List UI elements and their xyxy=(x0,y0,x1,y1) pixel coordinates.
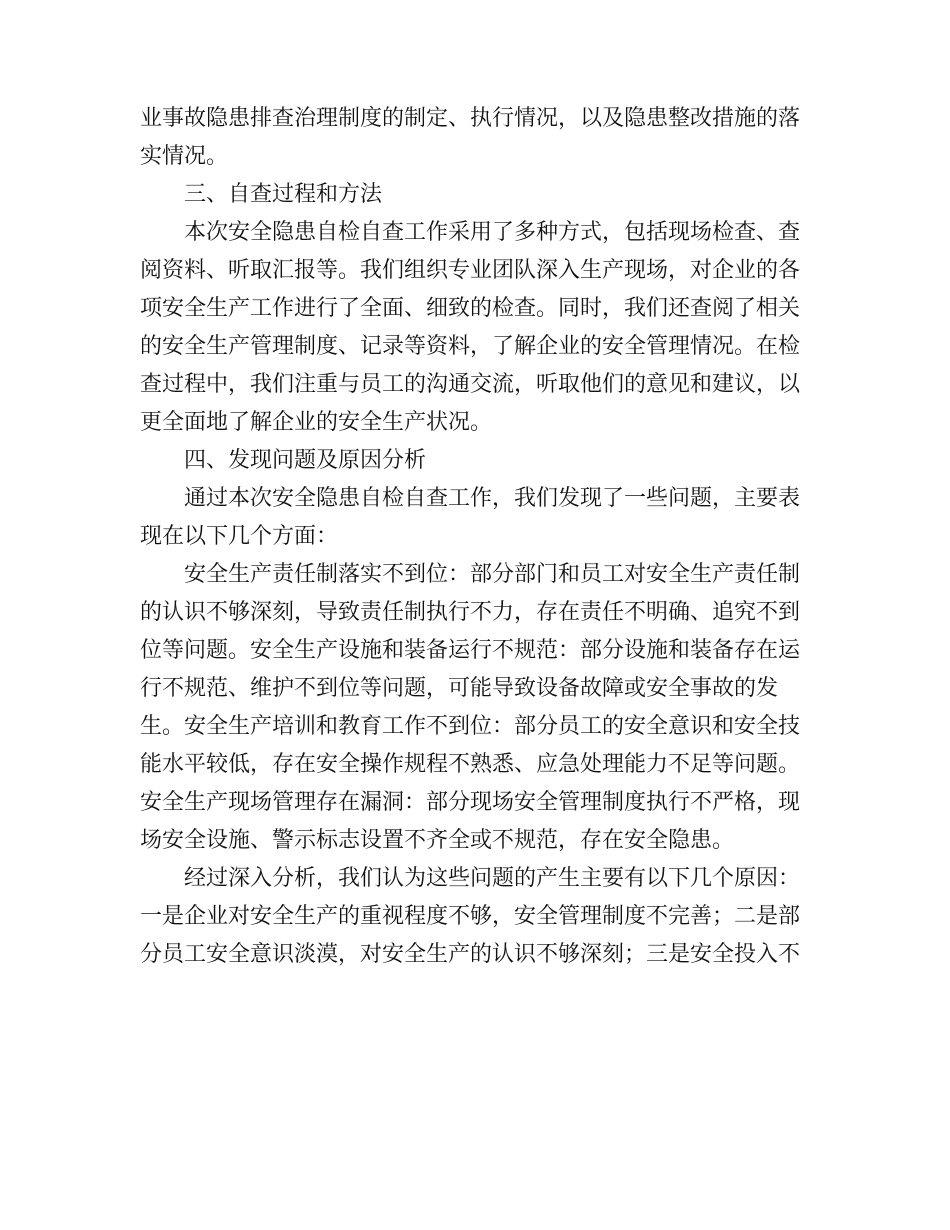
text-line: 的安全生产管理制度、记录等资料，了解企业的安全管理情况。在检 xyxy=(140,334,801,359)
text-line: 的认识不够深刻，导致责任制执行不力，存在责任不明确、追究不到 xyxy=(140,600,801,625)
text-line: 更全面地了解企业的安全生产状况。 xyxy=(140,410,493,435)
text-line: 通过本次安全隐患自检自查工作，我们发现了一些问题，主要表 xyxy=(184,486,801,511)
text-line: 生。安全生产培训和教育工作不到位：部分员工的安全意识和安全技 xyxy=(140,714,801,739)
text-line: 业事故隐患排查治理制度的制定、执行情况，以及隐患整改措施的落 xyxy=(140,106,801,131)
section-heading-4: 四、发现问题及原因分析 xyxy=(184,448,427,473)
text-line: 项安全生产工作进行了全面、细致的检查。同时，我们还查阅了相关 xyxy=(140,296,801,321)
text-line: 行不规范、维护不到位等问题，可能导致设备故障或安全事故的发 xyxy=(140,676,779,701)
text-line: 现在以下几个方面： xyxy=(140,524,339,549)
text-line: 实情况。 xyxy=(140,144,229,169)
text-line: 经过深入分析，我们认为这些问题的产生主要有以下几个原因： xyxy=(184,866,801,891)
text-line: 安全生产现场管理存在漏洞：部分现场安全管理制度执行不严格，现 xyxy=(140,790,801,815)
text-line: 场安全设施、警示标志设置不齐全或不规范，存在安全隐患。 xyxy=(140,828,735,853)
text-line: 位等问题。安全生产设施和装备运行不规范：部分设施和装备存在运 xyxy=(140,638,801,663)
section-heading-3: 三、自查过程和方法 xyxy=(184,182,383,207)
text-line: 安全生产责任制落实不到位：部分部门和员工对安全生产责任制 xyxy=(184,562,801,587)
document-body xyxy=(140,100,800,974)
text-line: 查过程中，我们注重与员工的沟通交流，听取他们的意见和建议，以 xyxy=(140,372,801,397)
text-line: 一是企业对安全生产的重视程度不够，安全管理制度不完善；二是部 xyxy=(140,904,801,929)
text-line: 分员工安全意识淡漠，对安全生产的认识不够深刻；三是安全投入不 xyxy=(140,942,801,967)
text-line: 本次安全隐患自检自查工作采用了多种方式，包括现场检查、查 xyxy=(184,220,801,245)
text-line: 阅资料、听取汇报等。我们组织专业团队深入生产现场，对企业的各 xyxy=(140,258,801,283)
text-line: 能水平较低，存在安全操作规程不熟悉、应急处理能力不足等问题。 xyxy=(140,752,801,777)
